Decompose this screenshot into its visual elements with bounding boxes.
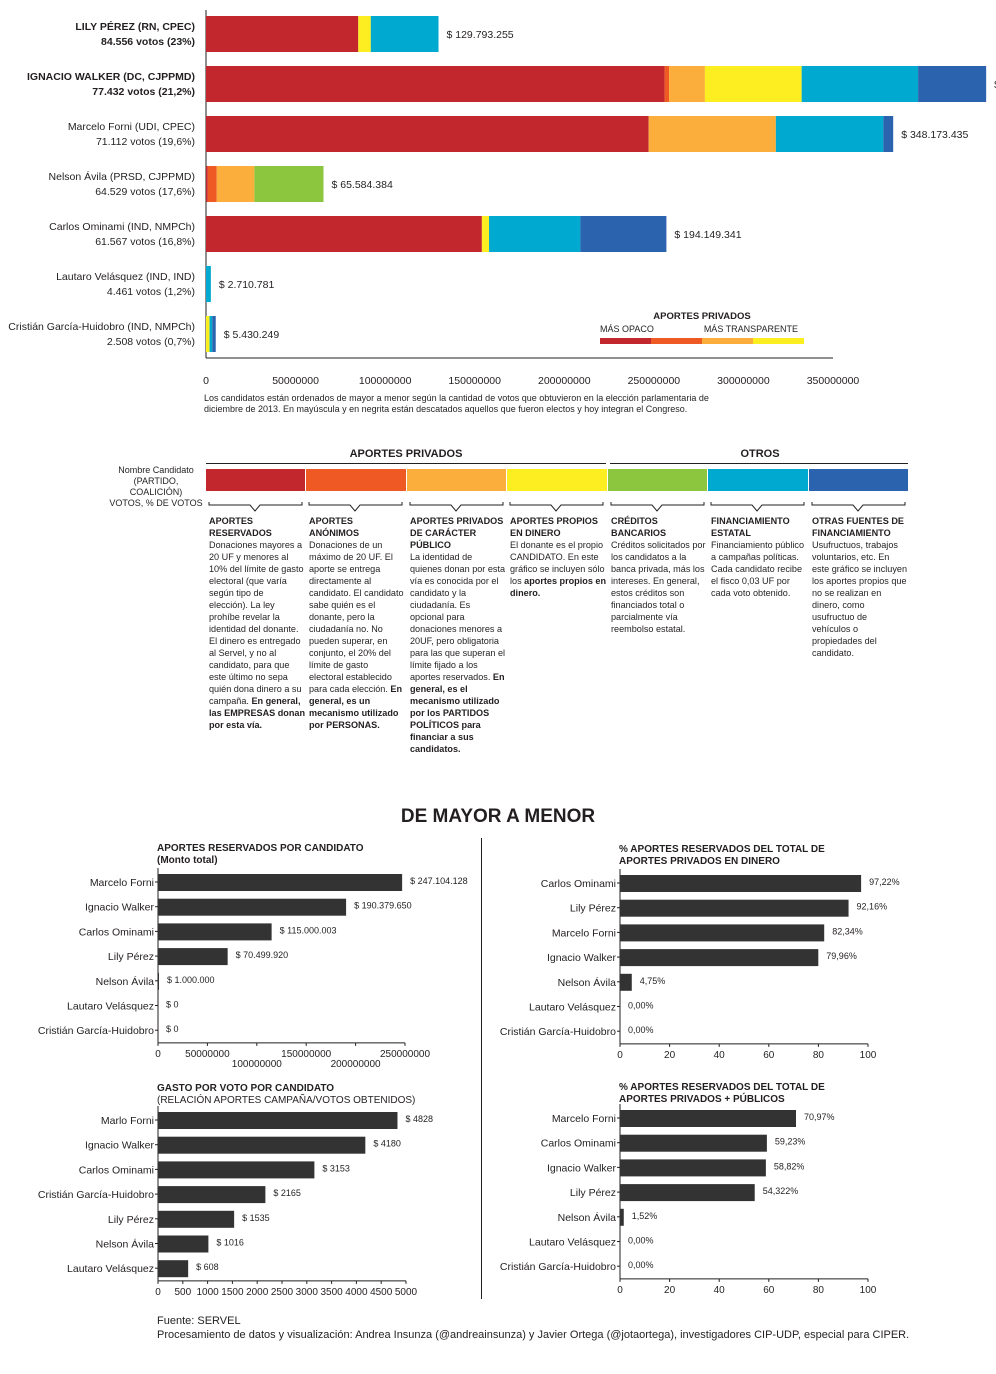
category-desc-title: APORTES ANÓNIMOS: [309, 516, 360, 538]
x-tick-label: 4500: [370, 1286, 393, 1298]
bar-total-label: $ 2.710.781: [218, 279, 275, 291]
category-label: Lautaro Velásquez: [529, 1236, 616, 1249]
main-x-tick-label: 350000000: [806, 375, 860, 387]
category-label: Nelson Ávila: [95, 975, 154, 988]
bar-value-label: 79,96%: [826, 951, 857, 962]
category-label: Ignacio Walker: [84, 1139, 154, 1152]
category-label: Nelson Ávila: [95, 1238, 154, 1251]
category-label: Lily Pérez: [107, 1213, 154, 1226]
chart3-subtitle: (RELACIÓN APORTES CAMPAÑA/VOTOS OBTENIDOS): [157, 1095, 416, 1106]
candidate-votes-label: 84.556 votos (23%): [101, 36, 195, 48]
category-label: Marcelo Forni: [89, 877, 154, 889]
chart2-title: % APORTES RESERVADOS DEL TOTAL DE APORTES PRIVADOS EN DINERO: [619, 844, 825, 867]
legend-label-line: VOTOS, % DE VOTOS: [109, 498, 203, 508]
group-title-privados: APORTES PRIVADOS: [349, 448, 463, 460]
legend-left-label: MÁS OPACO: [600, 324, 654, 334]
x-tick-label: 3000: [295, 1286, 318, 1298]
candidate-votes-label: 71.112 votos (19,6%): [95, 136, 195, 148]
category-label: Ignacio Walker: [84, 901, 154, 914]
candidate-votes-label: 64.529 votos (17,6%): [95, 186, 195, 198]
category-label: Cristián García-Huidobro: [499, 1261, 616, 1274]
bar-value-label: 92,16%: [856, 901, 888, 912]
x-tick-label: 60: [763, 1049, 775, 1061]
footer-credits: Procesamiento de datos y visualización: Andrea Insunza (@andreainsunza) y Javier Ortega (@jotaortega), investigadores CIP-UDP, especial para CIPER.: [157, 1329, 910, 1341]
x-tick-label: 40: [713, 1049, 725, 1061]
chart1-subtitle: (Monto total): [157, 855, 218, 866]
main-x-tick-label: 300000000: [717, 375, 770, 387]
category-desc-title: FINANCIAMIENTO ESTATAL: [711, 516, 790, 538]
x-tick-label: 2500: [270, 1286, 294, 1298]
main-x-tick-label: 250000000: [627, 375, 681, 387]
x-tick-label: 100: [859, 1049, 877, 1061]
x-tick-label: 100: [859, 1284, 877, 1296]
category-desc-bold: En general, es el mecanismo utilizado por los PARTIDOS POLÍTICOS para financiar a sus candidatos.: [410, 672, 505, 754]
category-label: Lily Pérez: [569, 902, 616, 915]
x-tick-label: 0: [617, 1049, 623, 1061]
category-label: Lily Pérez: [569, 1187, 616, 1200]
category-desc-text: Donaciones mayores a 20 UF y menores al 10% del límite de gasto electoral (que varía según tipo de elección). La ley prohíbe revelar la identidad del donante. El dinero es entregado al Servel, y no al candidato, para que este último no sepa quién dona dinero a su campaña. En general, las EMPRESAS donan por esta vía.: [209, 540, 306, 730]
main-x-tick-label: 200000000: [538, 375, 591, 387]
bar: [620, 1135, 767, 1152]
main-x-tick-label: 100000000: [358, 375, 412, 387]
category-desc-bold: En general, es un mecanismo utilizado por PERSONAS.: [309, 684, 403, 730]
candidate-name-label: Carlos Ominami (IND, NMPCh): [49, 221, 195, 233]
candidate-name-label: Marcelo Forni (UDI, CPEC): [67, 121, 195, 133]
chart1-title-text: APORTES RESERVADOS POR CANDIDATO: [157, 843, 364, 854]
category-desc-text: Financiamiento público a campañas políticas. Cada candidato recibe el fisco 0,03 UF por cada voto obtenido.: [711, 540, 805, 598]
bar-total-label: $ 348.173.435: [901, 129, 969, 141]
category-label: Marcelo Forni: [551, 927, 616, 940]
category-label: Nelson Ávila: [557, 1211, 616, 1224]
legend-title: APORTES PRIVADOS: [653, 311, 751, 322]
x-tick-label: 80: [812, 1049, 824, 1061]
candidate-name-label: Cristián García-Huidobro (IND, NMPCh): [8, 321, 195, 333]
category-desc-title: APORTES PRIVADOS DE CARÁCTER PÚBLICO: [410, 516, 504, 550]
category-label: Carlos Ominami: [78, 926, 154, 939]
footer: [157, 1314, 909, 1342]
bar-value-label: $ 70.499.920: [235, 950, 289, 961]
category-label: Carlos Ominami: [78, 1164, 154, 1177]
category-label: Carlos Ominami: [540, 878, 616, 890]
x-tick-label: 0: [155, 1286, 161, 1298]
candidate-votes-label: 4.461 votos (1,2%): [106, 286, 195, 298]
bar-value-label: $ 608: [196, 1262, 219, 1273]
group-title-otros: OTROS: [740, 448, 780, 460]
chart4-title: % APORTES RESERVADOS DEL TOTAL DE APORTES PRIVADOS + PÚBLICOS: [619, 1082, 825, 1105]
category-desc-bold: aportes propios en dinero.: [510, 576, 607, 598]
section-title: DE MAYOR A MENOR: [400, 806, 596, 827]
bar-total-label: $ 65.584.384: [331, 179, 393, 191]
category-label: Cristián García-Huidobro: [37, 1025, 154, 1038]
category-label: Lautaro Velásquez: [67, 1000, 154, 1013]
bar-value-label: 1,52%: [631, 1210, 658, 1221]
bar-value-label: 58,82%: [773, 1161, 805, 1172]
x-tick-label: 20: [664, 1049, 676, 1061]
bar-total-label: $ 194.149.341: [674, 229, 742, 241]
bar: [620, 1110, 796, 1127]
x-tick-label: 60: [763, 1284, 775, 1296]
bar-value-label: 70,97%: [804, 1112, 835, 1122]
category-label: Carlos Ominami: [540, 1137, 616, 1150]
category-label: Ignacio Walker: [546, 1162, 616, 1175]
bar-value-label: $ 4828: [405, 1114, 434, 1124]
x-tick-label: 50000000: [185, 1048, 230, 1060]
chart3-title-text: GASTO POR VOTO POR CANDIDATO: [157, 1083, 335, 1094]
footer-source: Fuente: SERVEL: [157, 1315, 241, 1327]
category-desc-title: CRÉDITOS BANCARIOS: [611, 516, 667, 538]
x-tick-label: 1500: [221, 1286, 244, 1298]
x-tick-label: 500: [174, 1286, 192, 1298]
category-label: Marcelo Forni: [551, 1113, 616, 1125]
x-tick-label: 1000: [196, 1286, 219, 1298]
x-tick-label: 80: [812, 1284, 824, 1296]
bar-value-label: 0,00%: [628, 1025, 654, 1036]
x-tick-label: 250000000: [379, 1048, 431, 1060]
x-tick-label: 200000000: [330, 1058, 381, 1070]
category-desc-title: APORTES RESERVADOS: [209, 516, 272, 538]
candidate-votes-label: 77.432 votos (21,2%): [92, 86, 195, 98]
category-desc-text: Usufructuos, trabajos voluntarios, etc. En este gráfico se incluyen los aportes propios que no se realizan en dinero, como usufructuo de vehículos o propiedades del candidato.: [812, 540, 908, 658]
bar-value-label: $ 1016: [216, 1237, 244, 1248]
category-label: Cristián García-Huidobro: [37, 1189, 154, 1202]
category-desc-title: APORTES PROPIOS EN DINERO: [510, 516, 598, 538]
category-desc-text: La identidad de quienes donan por esta vía es conocida por el candidato y la ciudadanía. Es opcional para donaciones menores a 20UF, pero obligatoria para las que superan el límite fijado a los aportes reservados. En general, es el mecanismo utilizado por los PARTIDOS POLÍTICOS para financiar a sus candidatos.: [410, 552, 506, 754]
chart-note: Los candidatos están ordenados de mayor a menor según la cantidad de votos que obtuvieron en la elección parlamentaria de diciembre de 2013. En mayúscula y en negrita están descatados aquellos que fueron electos y hoy integran el Congreso.: [204, 393, 709, 414]
category-label: Lily Pérez: [107, 951, 154, 964]
main-x-tick-label: 150000000: [448, 375, 501, 387]
bar-value-label: 59,23%: [774, 1136, 806, 1147]
bar-total-label: $ 5.430.249: [223, 329, 280, 341]
candidate-name-label: Nelson Ávila (PRSD, CJPPMD): [48, 171, 195, 183]
bar-value-label: $ 0: [166, 1024, 179, 1035]
x-tick-label: 4000: [345, 1286, 368, 1298]
x-tick-label: 100000000: [231, 1058, 282, 1070]
main-x-tick-label: 0: [203, 375, 209, 387]
candidate-name-label: Lautaro Velásquez (IND, IND): [56, 271, 195, 283]
bar-value-label: 82,34%: [832, 926, 863, 937]
bar-value-label: $ 4180: [373, 1138, 401, 1149]
category-desc-bold: En general, las EMPRESAS donan por esta vía.: [209, 696, 306, 730]
x-tick-label: 0: [155, 1048, 161, 1060]
x-tick-label: 5000: [394, 1286, 418, 1298]
x-tick-label: 20: [664, 1284, 676, 1296]
category-label: Lautaro Velásquez: [529, 1001, 616, 1014]
category-label: Ignacio Walker: [546, 952, 616, 965]
bar-value-label: $ 0: [166, 999, 179, 1010]
category-label: Lautaro Velásquez: [67, 1263, 154, 1276]
bar-value-label: 0,00%: [628, 1000, 654, 1011]
legend-label-line: (PARTIDO, COALICIÓN): [129, 476, 183, 497]
category-desc-title: OTRAS FUENTES DE FINANCIAMIENTO: [812, 516, 904, 538]
category-desc-text: Créditos solicitados por los candidatos a la banca privada, más los intereses. En general, estos créditos son financiados total o parcialmente vía reembolso estatal.: [611, 540, 706, 634]
bar: [620, 1209, 624, 1226]
category-label: Marlo Forni: [100, 1115, 154, 1127]
bar-value-label: 54,322%: [762, 1186, 799, 1197]
bar: [620, 1159, 766, 1176]
category-label: Cristián García-Huidobro: [499, 1026, 616, 1039]
x-tick-label: 3500: [320, 1286, 343, 1298]
x-tick-label: 40: [713, 1284, 725, 1296]
bar-value-label: 97,22%: [869, 877, 900, 887]
bar-value-label: $ 3153: [322, 1163, 350, 1174]
x-tick-label: 150000000: [281, 1048, 332, 1060]
bar-value-label: $ 115.000.003: [279, 925, 337, 936]
candidate-votes-label: 61.567 votos (16,8%): [95, 236, 195, 248]
candidate-votes-label: 2.508 votos (0,7%): [106, 336, 195, 348]
x-tick-label: 2000: [246, 1286, 269, 1298]
bar-value-label: $ 2165: [273, 1188, 301, 1199]
category-label: Nelson Ávila: [557, 976, 616, 989]
bar-value-label: 0,00%: [628, 1260, 654, 1271]
bar-value-label: $ 1535: [242, 1212, 270, 1223]
bar-value-label: 4,75%: [639, 975, 666, 986]
candidate-name-label: IGNACIO WALKER (DC, CJPPMD): [27, 71, 195, 83]
legend-label-line: Nombre Candidato: [118, 465, 194, 475]
category-desc-text: El donante es el propio CANDIDATO. En este gráfico se incluyen sólo los aportes propios en dinero.: [510, 540, 607, 598]
bar-value-label: $ 1.000.000: [166, 974, 215, 985]
bar-total-label: $ 129.793.255: [446, 29, 514, 41]
bar: [620, 1184, 755, 1201]
category-desc-text: Donaciones de un máximo de 20 UF. El aporte se entrega directamente al candidato. El candidato sabe quién es el donante, pero la ciudadanía no. No pueden superar, en conjunto, el 20% del límite de gasto electoral establecido para cada elección. En general, es un mecanismo utilizado por PERSONAS.: [309, 540, 404, 730]
main-x-tick-label: 50000000: [272, 375, 319, 387]
bar-value-label: 0,00%: [628, 1235, 654, 1246]
bar-value-label: $ 247.104.128: [410, 876, 468, 886]
candidate-name-label: LILY PÉREZ (RN, CPEC): [75, 21, 195, 33]
x-tick-label: 0: [617, 1284, 623, 1296]
legend-right-label: MÁS TRANSPARENTE: [703, 324, 798, 334]
bar-value-label: $ 190.379.650: [354, 900, 412, 911]
